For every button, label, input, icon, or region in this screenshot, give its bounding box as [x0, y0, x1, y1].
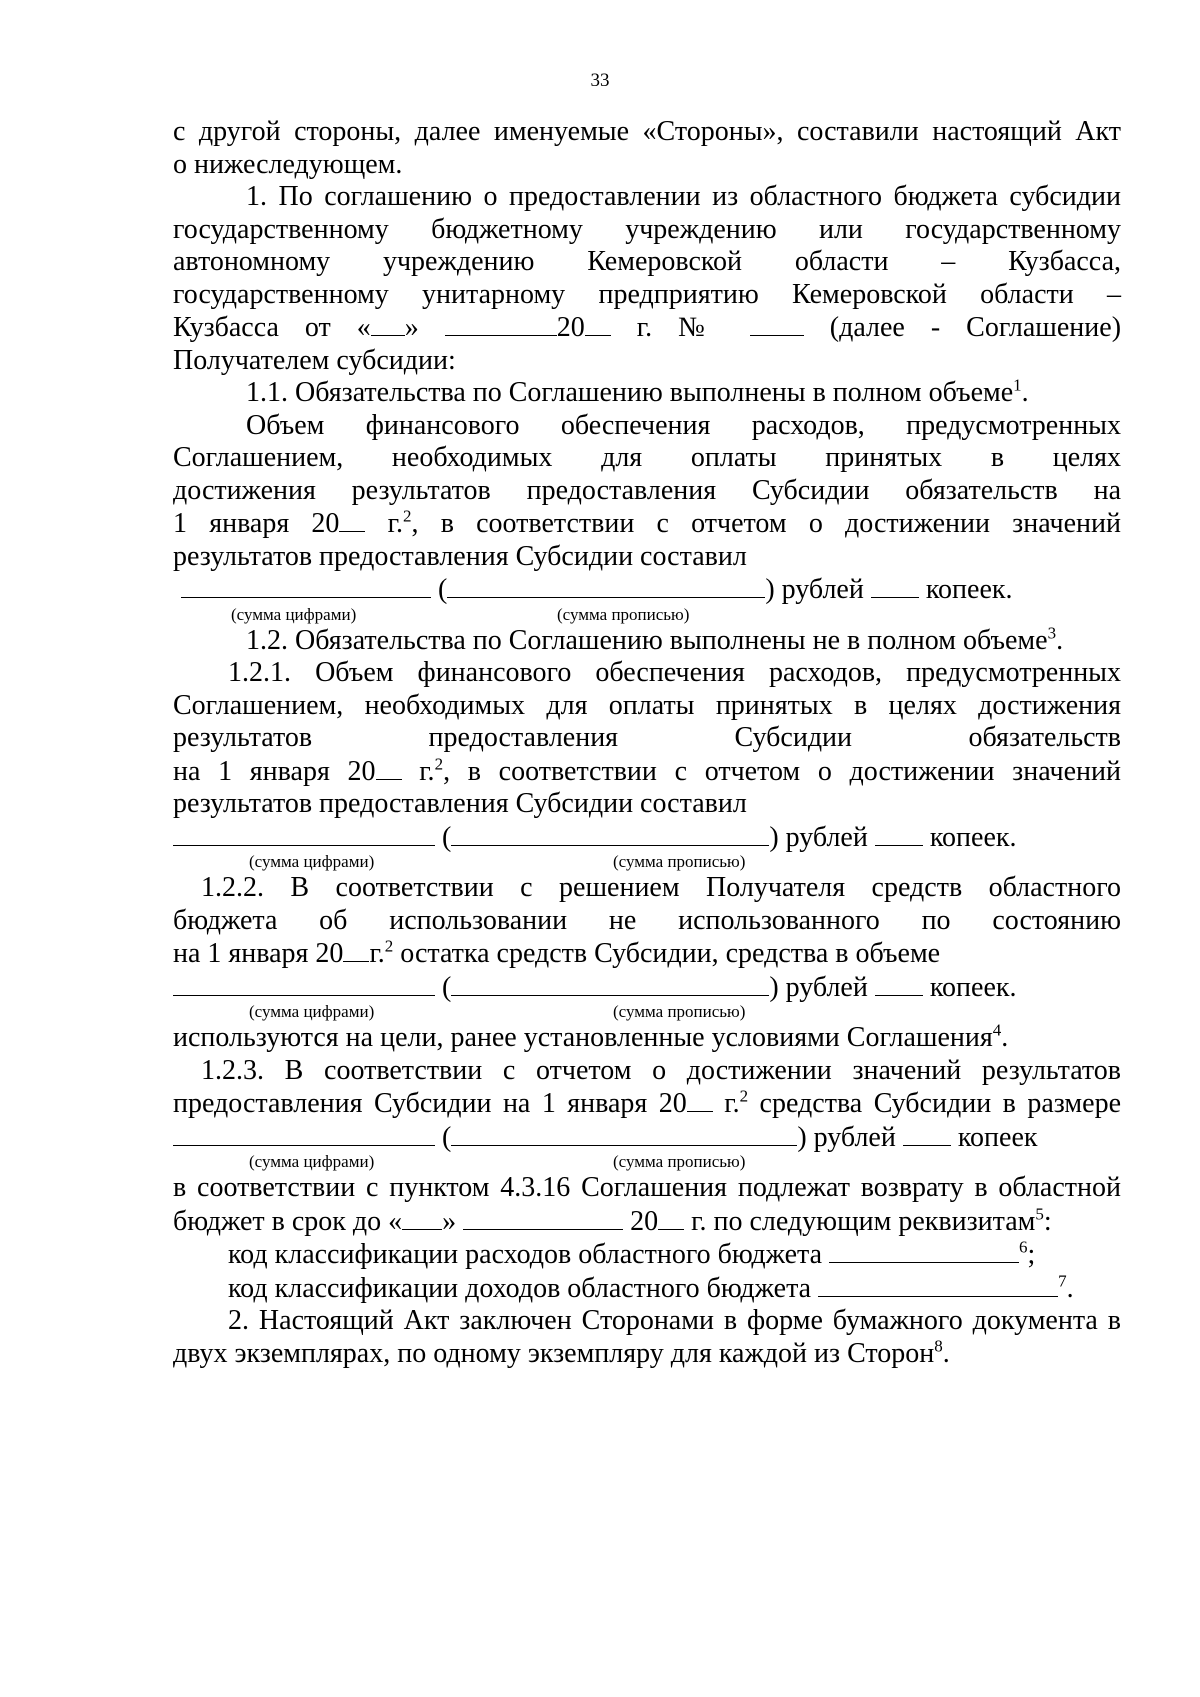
- section-1-line-5: Кузбасса от « » 20 г. № (далее - Соглашение): [173, 312, 1122, 343]
- section-1-line-3: автономному учреждению Кемеровской области – Кузбасса,: [173, 246, 1121, 277]
- sum-captions-2: (сумма цифрами) (сумма прописью): [249, 852, 746, 871]
- day-blank: [371, 311, 405, 336]
- income-code-line: код классификации доходов областного бюджета $^7$.: [228, 1271, 1074, 1304]
- section-1-2-3-after-1: в соответствии с пунктом 4.3.16 Соглашения подлежат возврату в областной: [173, 1172, 1121, 1203]
- section-1-2-3-line-1: 1.2.3. В соответствии с отчетом о достижении значений результатов: [201, 1054, 1121, 1086]
- expense-code-blank: [829, 1238, 1019, 1263]
- sum-line-2: ( ) рублей копеек.: [173, 821, 1121, 855]
- section-1-2-3-line-2: предоставления Субсидии на 1 января 20 г.$^2$ средства Субсидии в размере: [173, 1086, 1121, 1119]
- section-1-line-2: государственному бюджетному учреждению или государственному: [173, 213, 1121, 245]
- section-1-line-6: Получателем субсидии:: [173, 344, 456, 376]
- income-code-blank: [818, 1272, 1058, 1297]
- sum-captions-3: (сумма цифрами) (сумма прописью): [249, 1002, 746, 1021]
- kopeks-blank: [871, 573, 919, 598]
- section-1-2-2-after: используются на цели, ранее установленные условиями Соглашения$^4$.: [173, 1020, 1009, 1053]
- month-blank: [445, 311, 557, 336]
- sum-captions-1: (сумма цифрами) (сумма прописью): [231, 604, 690, 624]
- year-blank: [585, 311, 611, 336]
- expense-code-line: код классификации расходов областного бюджета $^6$;: [228, 1237, 1036, 1270]
- section-1-1: 1.1. Обязательства по Соглашению выполнены в полном объеме$^1$.: [246, 375, 1029, 408]
- section-1-2-2-line-1: 1.2.2. В соответствии с решением Получателя средств областного: [201, 872, 1121, 903]
- section-1-1-b-line-5: результатов предоставления Субсидии составил: [173, 540, 747, 572]
- section-1-2-2-line-2: бюджета об использовании не использованного по состоянию: [173, 904, 1121, 936]
- section-1-1-b-line-3: достижения результатов предоставления Субсидии обязательств на: [173, 474, 1121, 506]
- section-1-2-1-line-3: результатов предоставления Субсидии обязательств: [173, 722, 1121, 753]
- section-1-2-1-line-4: на 1 января 20 г.$^2$, в соответствии с отчетом о достижении значений: [173, 754, 1121, 787]
- sum-captions-4: (сумма цифрами) (сумма прописью): [249, 1152, 746, 1171]
- section-1-2-1-line-1: 1.2.1. Объем финансового обеспечения расходов, предусмотренных: [228, 657, 1121, 688]
- sum-words-blank: [447, 573, 765, 598]
- sum-line-1: ( ) рублей копеек.: [173, 573, 1121, 607]
- section-1-2-1-line-2: Соглашением, необходимых для оплаты принятых в целях достижения: [173, 689, 1121, 721]
- section-2-line-1: 2. Настоящий Акт заключен Сторонами в форме бумажного документа в: [228, 1305, 1121, 1336]
- page-number: 33: [590, 70, 610, 91]
- sum-line-3: ( ) рублей копеек.: [173, 971, 1121, 1005]
- section-1-line-1: 1. По соглашению о предоставлении из областного бюджета субсидии: [246, 181, 1121, 212]
- section-1-2-2-line-3: на 1 января 20 г.$^2$ остатка средств Субсидии, средства в объеме: [173, 936, 941, 969]
- section-2-line-2: двух экземплярах, по одному экземпляру для каждой из Сторон$^8$.: [173, 1336, 950, 1369]
- section-1-line-4: государственному унитарному предприятию Кемеровской области –: [173, 278, 1121, 310]
- section-1-1-b-line-1: Объем финансового обеспечения расходов, предусмотренных: [246, 409, 1121, 441]
- section-1-1-b-line-2: Соглашением, необходимых для оплаты принятых в целях: [173, 442, 1121, 473]
- intro-line-2: о нижеследующем.: [173, 148, 403, 180]
- sum-line-4: ( ) рублей копеек: [173, 1121, 1121, 1155]
- section-1-1-b-line-4: 1 января 20 г.$^2$, в соответствии с отчетом о достижении значений: [173, 506, 1121, 539]
- document-body: [173, 116, 1121, 1370]
- intro-line-1: с другой стороны, далее именуемые «Стороны», составили настоящий Акт: [173, 116, 1121, 147]
- sum-digits-blank: [181, 573, 431, 598]
- number-blank: [750, 311, 804, 336]
- section-1-2: 1.2. Обязательства по Соглашению выполнены не в полном объеме$^3$.: [246, 623, 1064, 656]
- section-1-2-1-line-5: результатов предоставления Субсидии составил: [173, 788, 747, 819]
- section-1-2-3-after-2: бюджет в срок до « » 20 г. по следующим реквизитам$^5$:: [173, 1204, 1052, 1237]
